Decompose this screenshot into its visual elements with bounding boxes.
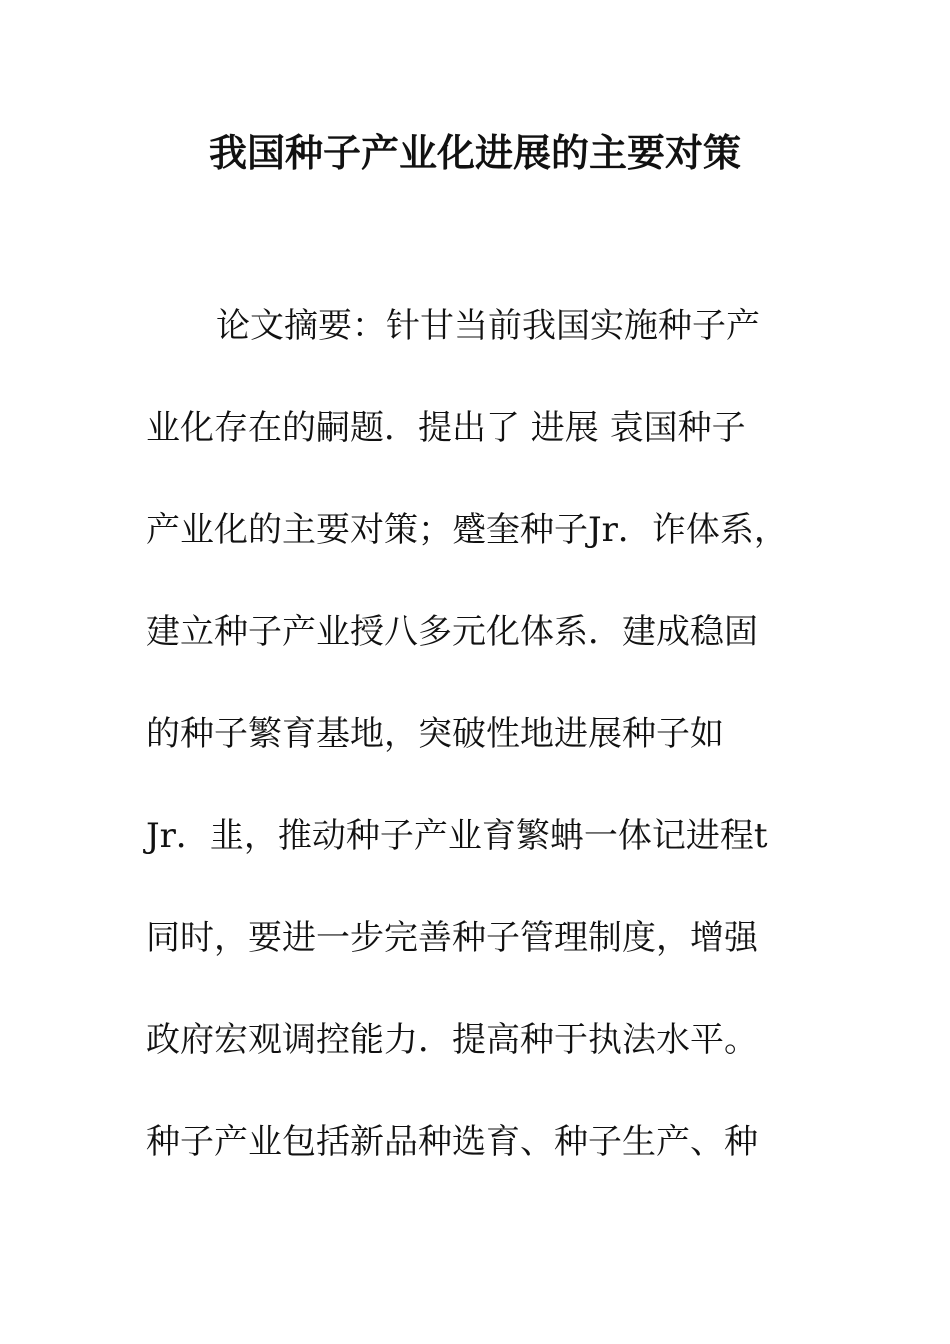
body-line-2: 业化存在的嗣题．提出了 进展 袁国种子 (146, 408, 746, 448)
document-body (146, 300, 826, 1218)
body-line-9: 种子产业包括新品种选育、种子生产、种 (146, 1122, 758, 1162)
body-line-3: 产业化的主要对策；蹙奎种子Jr．诈体系， (146, 510, 788, 550)
body-line-7: 同时，要进一步完善种子管理制度，增强 (146, 918, 758, 958)
body-line-5: 的种子繁育基地，突破性地进展种子如 (146, 714, 724, 754)
body-line-1: 论文摘要：针甘当前我国实施种子产 (216, 306, 760, 346)
body-line-6: Jr．韭，推动种子产业育繁蚺一体记进程t (146, 816, 768, 856)
document-title: 我国种子产业化进展的主要对策 (208, 130, 741, 175)
body-line-8: 政府宏观调控能力．提高种于执法水平。 (146, 1020, 758, 1060)
body-line-4: 建立种子产业授八多元化体系．建成稳固 (146, 612, 758, 652)
